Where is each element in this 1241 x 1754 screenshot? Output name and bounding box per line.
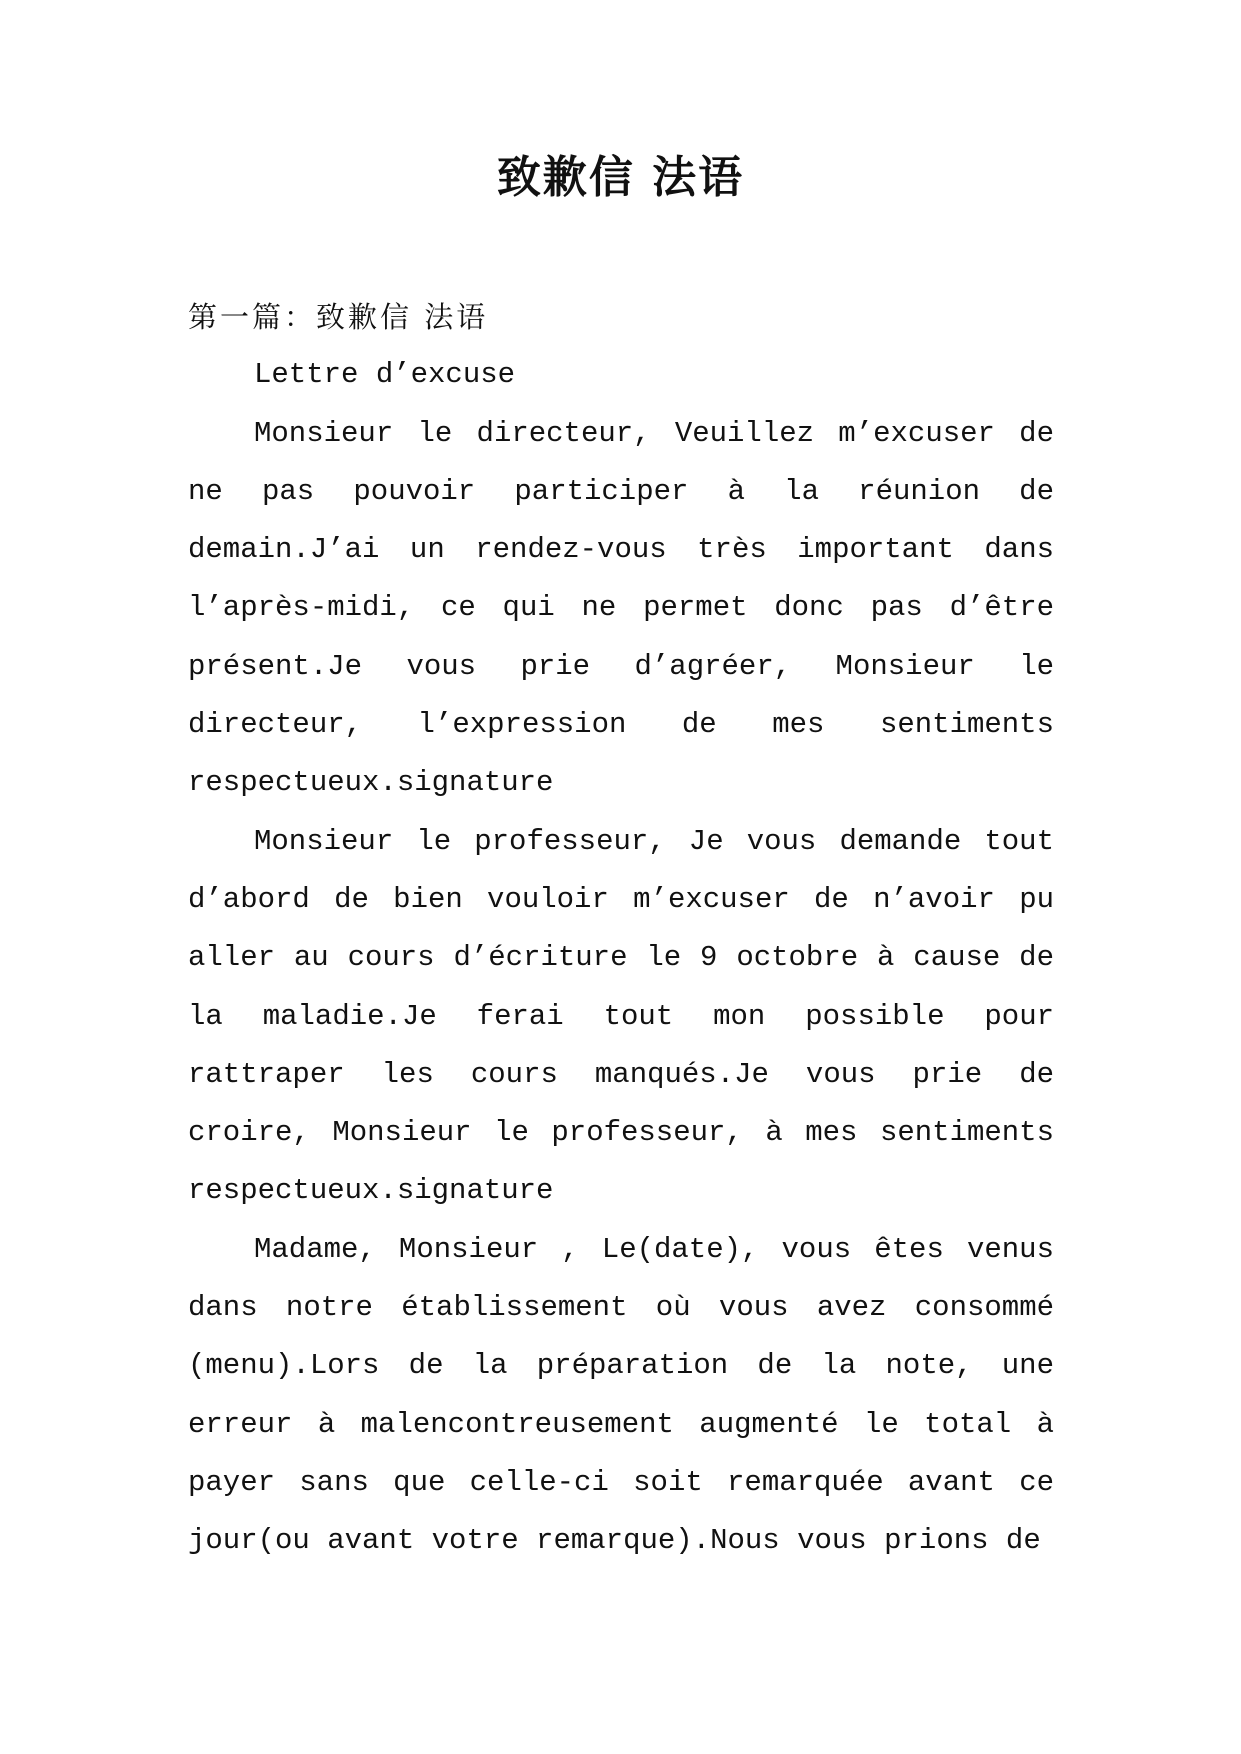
paragraph-letter-director: Monsieur le directeur, Veuillez m’excuser de ne pas pouvoir participer à la réunion de demain.J’ai un rendez-vous très important dans l’après-midi, ce qui ne permet donc pas d’être présent.Je vous prie d’agréer, Monsieur le directeur, l’expression de mes sentiments respectueux.signature (188, 416, 1054, 800)
paragraph-letter-professor: Monsieur le professeur, Je vous demande tout d’abord de bien vouloir m’excuser de n’avoir pu aller au cours d’écriture le 9 octobre à cause de la maladie.Je ferai tout mon possible pour rattraper les cours manqués.Je vous prie de croire, Monsieur le professeur, à mes sentiments respectueux.signature (188, 824, 1054, 1208)
paragraph-letter-title: Lettre d’excuse (254, 358, 516, 392)
paragraph-letter-restaurant: Madame, Monsieur , Le(date), vous êtes venus dans notre établissement où vous avez consommé (menu).Lors de la préparation de la note, une erreur à malencontreusement augmenté le total à payer sans que celle-ci soit remarquée avant ce jour(ou avant votre remarque).Nous vous prions de (188, 1232, 1054, 1558)
document-body (188, 288, 1054, 1571)
section-heading: 第一篇：致歉信 法语 (188, 300, 489, 334)
document-title: 致歉信 法语 (496, 152, 745, 203)
